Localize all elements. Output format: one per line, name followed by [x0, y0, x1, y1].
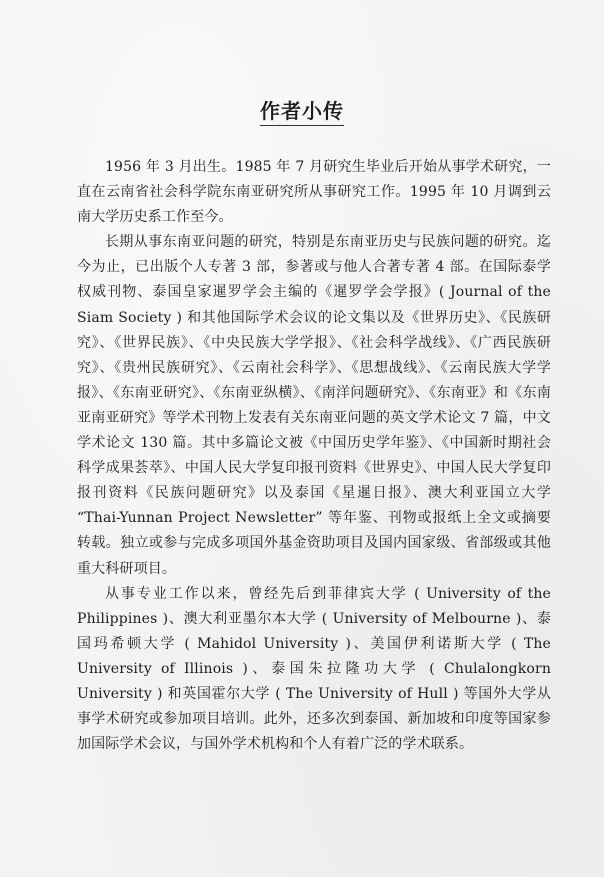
page-title: 作者小传 [260, 98, 344, 126]
title-block [0, 98, 604, 126]
paragraph-career-start: 1956 年 3 月出生。1985 年 7 月研究生毕业后开始从事学术研究，一直在云南省社会科学院东南亚研究所从事研究工作。1995 年 10 月调到云南大学历史系工作至今。 [77, 159, 551, 226]
paragraph-publications: 长期从事东南亚问题的研究，特别是东南亚历史与民族问题的研究。迄今为止，已出版个人专著 3 部，参著或与他人合著专著 4 部。在国际泰学权威刊物、泰国皇家暹罗学会主编的《暹罗学会学报》( Journal of the Siam Society ) 和其他国际学术会议的论文集以及《世界历史》、《民族研究》、《世界民族》、《中央民族大学学报》、《社会科学战线》、《广西民族研究》、《贵州民族研究》、《云南社会科学》、《思想战线》、《云南民族大学学报》、《东南亚研究》、《东南亚纵横》、《南洋问题研究》、《东南亚》和《东南亚南亚研究》等学术刊物上发表有关东南亚问题的英文学术论文 7 篇，中文学术论文 130 篇。其中多篇论文被《中国历史学年鉴》、《中国新时期社会科学成果荟萃》、中国人民大学复印报刊资料《世界史》、中国人民大学复印报刊资料《民族问题研究》以及泰国《星暹日报》、澳大利亚国立大学 “Thai-Yunnan Project Newsletter” 等年鉴、刊物或报纸上全文或摘要转载。独立或参与完成多项国外基金资助项目及国内国家级、省部级或其他重大科研项目。 [77, 234, 551, 577]
paragraph-international-experience: 从事专业工作以来，曾经先后到菲律宾大学 ( University of the Philippines )、澳大利亚墨尔本大学 ( University of Melbourne )、泰国玛希顿大学 ( Mahidol University )、美国伊利诺斯大学 ( The University of Illinois )、泰国朱拉隆功大学 ( Chulalongkorn University ) 和英国霍尔大学 ( The University of Hull ) 等国外大学从事学术研究或参加项目培训。此外，还多次到泰国、新加坡和印度等国家参加国际学术会议，与国外学术机构和个人有着广泛的学术联系。 [77, 585, 551, 753]
biography-body [77, 155, 551, 757]
